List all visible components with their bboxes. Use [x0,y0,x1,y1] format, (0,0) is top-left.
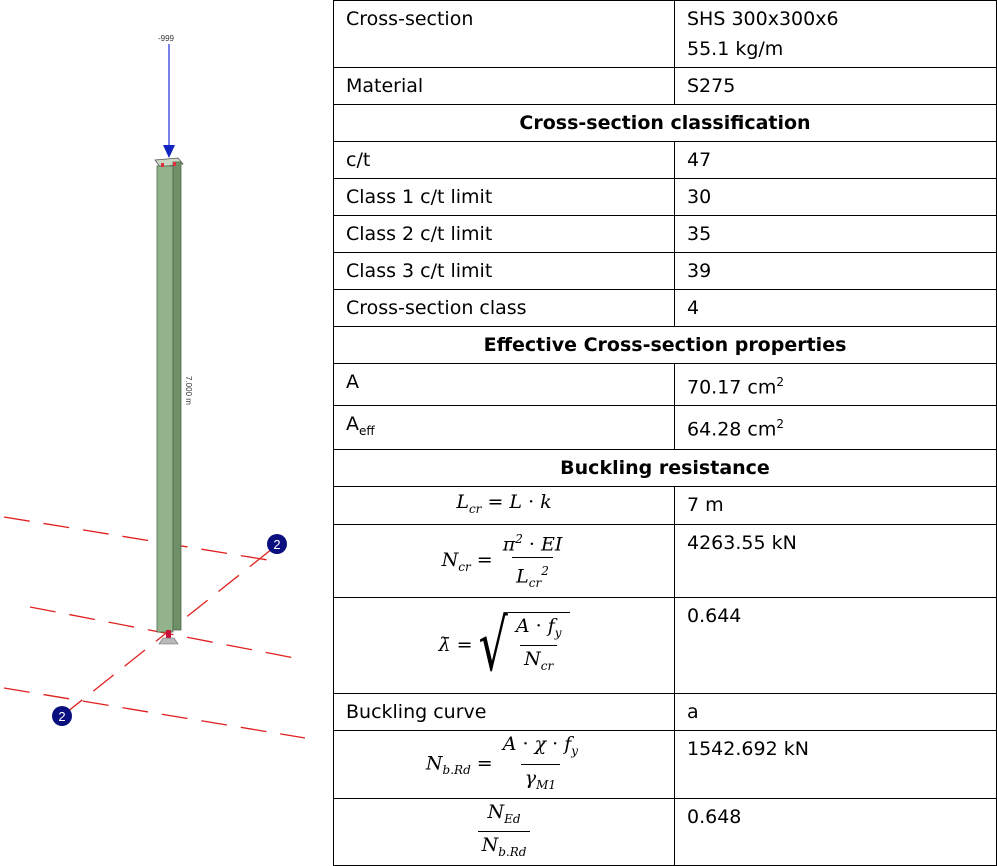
ncr-value: 4263.55 kN [675,524,997,597]
column-length-label: 7.000 m [184,376,193,405]
utilization-formula: $\frac{N_{Ed}}{N_{b.Rd}}$ [334,798,675,866]
table-row [334,290,997,327]
ct-value: 47 [675,142,997,179]
buckling-curve-label: Buckling curve [334,693,675,730]
section-class-value: 4 [675,290,997,327]
lcr-formula: $L_{cr} = L \cdot k$ [334,487,675,525]
area-label: A [334,364,675,406]
table-row [334,216,997,253]
class1-limit-label: Class 1 c/t limit [334,179,675,216]
load-arrow[interactable] [163,44,175,158]
effective-area-label: $A_{eff}$ [334,406,675,450]
section-mass: 55.1 kg/m [687,38,784,60]
cross-section-value [675,1,997,68]
table-row [334,406,997,450]
table-row [334,597,997,693]
class2-limit-value: 35 [675,216,997,253]
effective-properties-title: Effective Cross-section properties [334,327,997,364]
slenderness-formula: λ̄ = √ $\frac{A \cdot f_y}{N_{cr}}$ [334,597,675,693]
table-row [334,142,997,179]
table-row [334,68,997,105]
table-row [334,253,997,290]
table-row [334,1,997,68]
class3-limit-label: Class 3 c/t limit [334,253,675,290]
nbrd-value: 1542.692 kN [675,730,997,798]
table-row [334,179,997,216]
svg-text:2: 2 [273,537,281,552]
buckling-curve-value: a [675,693,997,730]
grid-lines [4,517,305,738]
classification-title: Cross-section classification [334,105,997,142]
material-value: S275 [675,68,997,105]
slenderness-value: 0.644 [675,597,997,693]
grid-bubble-right[interactable] [267,534,287,554]
table-row [334,487,997,525]
buckling-title: Buckling resistance [334,450,997,487]
table-row [334,730,997,798]
lcr-value: 7 m [675,487,997,525]
class1-limit-value: 30 [675,179,997,216]
table-row [334,693,997,730]
effective-area-value: 64.28 $cm^2$ [675,406,997,450]
material-label: Material [334,68,675,105]
table-section-header [334,450,997,487]
utilization-value: 0.648 [675,798,997,866]
section-designation: SHS 300x300x6 [687,8,839,30]
area-value: 70.17 $cm^2$ [675,364,997,406]
design-check-table [333,0,997,866]
nbrd-formula: $N_{b.Rd}$ = $\frac{A \cdot \chi \cdot f_y}{\gamma_{M1}}$ [334,730,675,798]
ncr-formula: $N_{cr}$ = $\frac{\pi^2 \cdot EI}{L_{cr}^2}$ [334,524,675,597]
load-value-label: -999 [157,34,175,43]
table-row [334,798,997,866]
svg-text:2: 2 [58,709,66,724]
table-row [334,364,997,406]
column-member[interactable] [155,158,183,632]
table-section-header [334,327,997,364]
cross-section-label: Cross-section [334,1,675,68]
class2-limit-label: Class 2 c/t limit [334,216,675,253]
structural-model-view[interactable] [0,0,332,803]
table-row [334,524,997,597]
ct-label: c/t [334,142,675,179]
class3-limit-value: 39 [675,253,997,290]
table-section-header [334,105,997,142]
section-class-label: Cross-section class [334,290,675,327]
grid-bubble-left[interactable] [52,706,72,726]
